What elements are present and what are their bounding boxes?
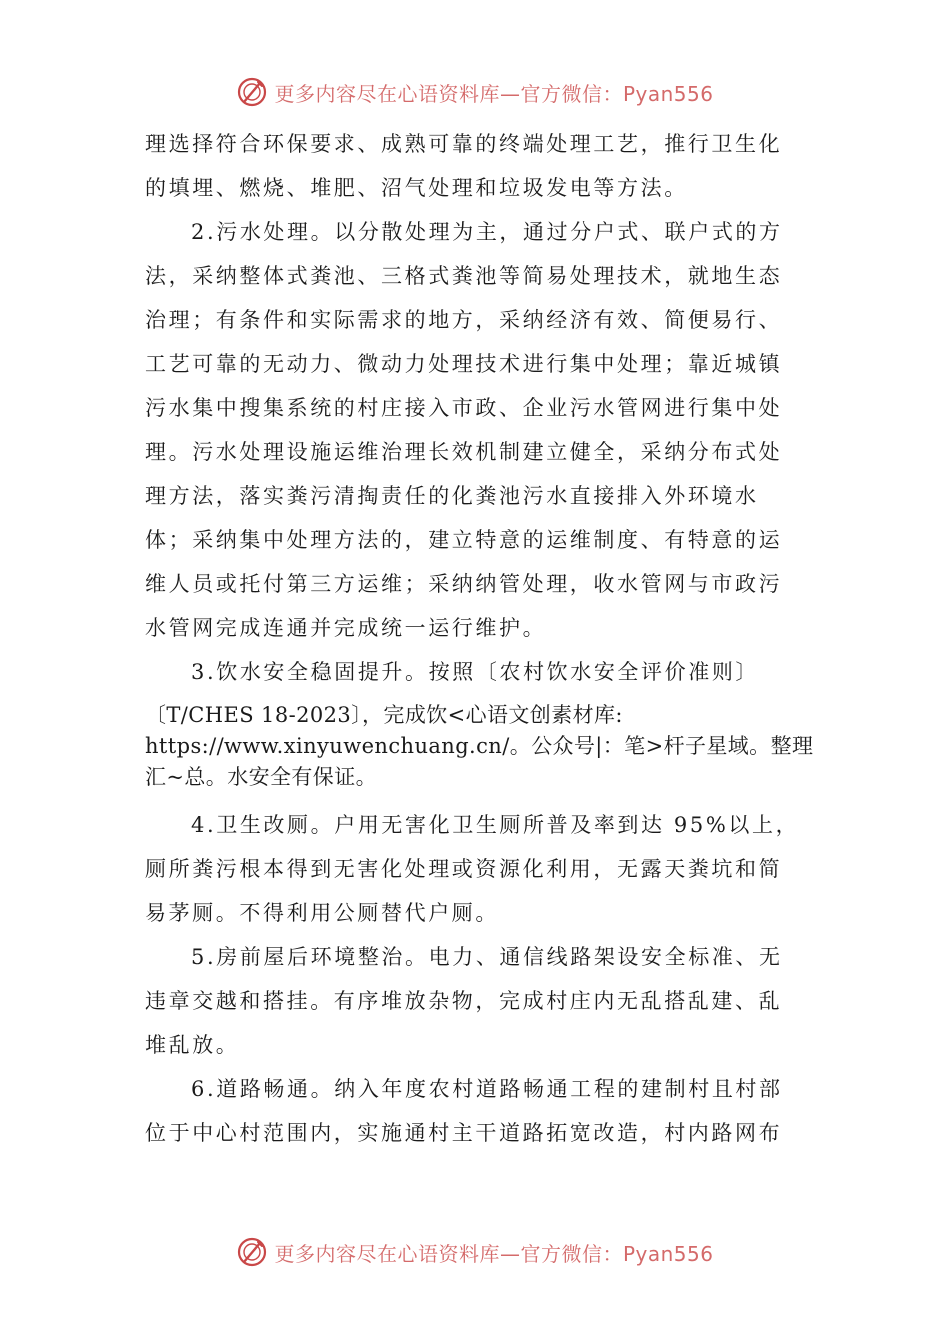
body-line: 违章交越和搭挂。有序堆放杂物，完成村庄内无乱搭乱建、乱 bbox=[145, 989, 783, 1013]
pen-seal-icon bbox=[236, 76, 268, 108]
body-line: 位于中心村范围内，实施通村主干道路拓宽改造，村内路网布 bbox=[145, 1121, 783, 1145]
body-line: 治理；有条件和实际需求的地方，采纳经济有效、简便易行、 bbox=[145, 308, 783, 332]
body-line: 理。污水处理设施运维治理长效机制建立健全，采纳分布式处 bbox=[145, 440, 783, 464]
footer-watermark-banner bbox=[0, 1232, 950, 1272]
body-line: 水管网完成连通并完成统一运行维护。 bbox=[145, 616, 547, 640]
paragraph-6-heading-line: 6.道路畅通。纳入年度农村道路畅通工程的建制村且村部 bbox=[191, 1077, 783, 1101]
pen-seal-icon bbox=[236, 1236, 268, 1268]
body-line: 理选择符合环保要求、成熟可靠的终端处理工艺，推行卫生化 bbox=[145, 132, 783, 156]
body-line: 污水集中搜集系统的村庄接入市政、企业污水管网进行集中处 bbox=[145, 396, 783, 420]
body-line: 〔T/CHES 18-2023〕，完成饮<心语文创素材库: bbox=[145, 703, 623, 727]
body-line: 的填埋、燃烧、堆肥、沼气处理和垃圾发电等方法。 bbox=[145, 176, 688, 200]
body-line: 易茅厕。不得利用公厕替代户厕。 bbox=[145, 901, 499, 925]
document-body bbox=[145, 122, 814, 1155]
header-watermark-banner bbox=[0, 72, 950, 112]
header-watermark-text: 更多内容尽在心语资料库—官方微信：Pyan556 bbox=[274, 81, 714, 106]
body-line: 法，采纳整体式粪池、三格式粪池等简易处理技术，就地生态 bbox=[145, 264, 783, 288]
body-line: 厕所粪污根本得到无害化处理或资源化利用，无露天粪坑和简 bbox=[145, 857, 783, 881]
footer-watermark-text: 更多内容尽在心语资料库—官方微信：Pyan556 bbox=[274, 1241, 714, 1266]
paragraph-2-heading-line: 2.污水处理。以分散处理为主，通过分户式、联户式的方 bbox=[191, 220, 783, 244]
paragraph-3-heading-line: 3.饮水安全稳固提升。按照〔农村饮水安全评价准则〕 bbox=[191, 660, 760, 684]
paragraph-4-heading-line: 4.卫生改厕。户用无害化卫生厕所普及率到达 95%以上， bbox=[191, 813, 800, 837]
body-line: 理方法，落实粪污清掏责任的化粪池污水直接排入外环境水 bbox=[145, 484, 759, 508]
paragraph-5-heading-line: 5.房前屋后环境整治。电力、通信线路架设安全标准、无 bbox=[191, 945, 783, 969]
inserted-url-line: https://www.xinyuwenchuang.cn/。公众号|：笔>杆子星域。整理 bbox=[145, 734, 814, 758]
body-line: 汇~总。水安全有保证。 bbox=[145, 765, 377, 789]
body-line: 工艺可靠的无动力、微动力处理技术进行集中处理；靠近城镇 bbox=[145, 352, 783, 376]
body-line: 维人员或托付第三方运维；采纳纳管处理，收水管网与市政污 bbox=[145, 572, 783, 596]
body-line: 体；采纳集中处理方法的，建立特意的运维制度、有特意的运 bbox=[145, 528, 783, 552]
body-line: 堆乱放。 bbox=[145, 1033, 240, 1057]
